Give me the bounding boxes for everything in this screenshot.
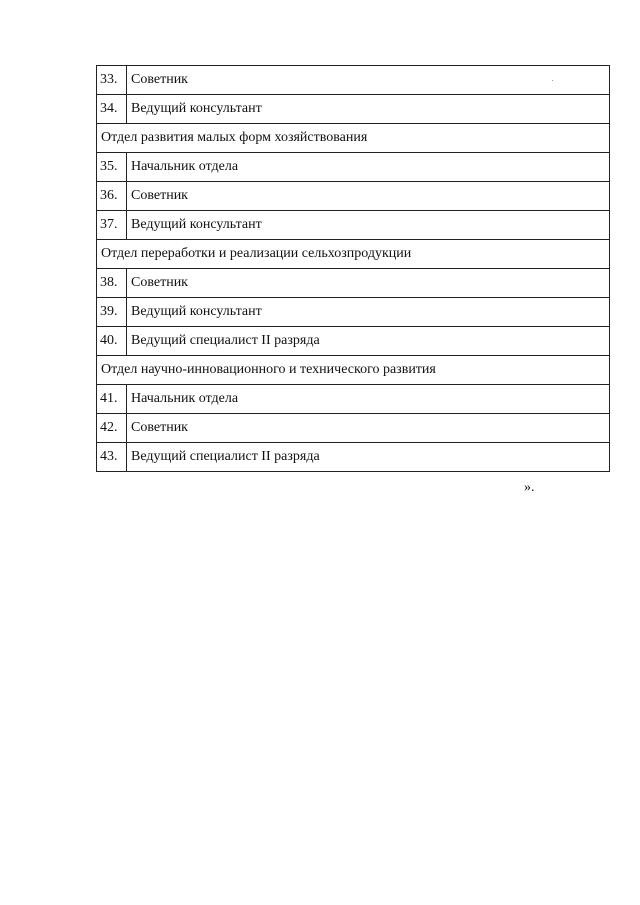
row-number: 34. bbox=[97, 95, 127, 124]
position-title: Советник bbox=[127, 269, 610, 298]
table-row bbox=[97, 298, 610, 327]
row-number: 36. bbox=[97, 182, 127, 211]
row-number: 39. bbox=[97, 298, 127, 327]
row-number: 41. bbox=[97, 385, 127, 414]
position-title: Советник bbox=[127, 66, 610, 95]
department-title: Отдел развития малых форм хозяйствования bbox=[97, 124, 610, 153]
table-row bbox=[97, 153, 610, 182]
table-row bbox=[97, 327, 610, 356]
scan-speck bbox=[552, 80, 553, 81]
row-number: 37. bbox=[97, 211, 127, 240]
row-number: 38. bbox=[97, 269, 127, 298]
position-title: Ведущий консультант bbox=[127, 298, 610, 327]
section-row bbox=[97, 124, 610, 153]
table-row bbox=[97, 211, 610, 240]
position-title: Начальник отдела bbox=[127, 153, 610, 182]
row-number: 42. bbox=[97, 414, 127, 443]
table-row bbox=[97, 414, 610, 443]
position-title: Советник bbox=[127, 414, 610, 443]
department-title: Отдел научно-инновационного и технического развития bbox=[97, 356, 610, 385]
position-title: Ведущий консультант bbox=[127, 95, 610, 124]
section-row bbox=[97, 356, 610, 385]
row-number: 35. bbox=[97, 153, 127, 182]
closing-quote-mark: ». bbox=[524, 480, 535, 495]
table-row bbox=[97, 269, 610, 298]
department-title: Отдел переработки и реализации сельхозпродукции bbox=[97, 240, 610, 269]
table-row bbox=[97, 443, 610, 472]
section-row bbox=[97, 240, 610, 269]
position-title: Ведущий специалист II разряда bbox=[127, 327, 610, 356]
row-number: 33. bbox=[97, 66, 127, 95]
position-title: Ведущий консультант bbox=[127, 211, 610, 240]
positions-table bbox=[96, 65, 610, 472]
table-row bbox=[97, 182, 610, 211]
row-number: 43. bbox=[97, 443, 127, 472]
position-title: Советник bbox=[127, 182, 610, 211]
position-title: Начальник отдела bbox=[127, 385, 610, 414]
position-title: Ведущий специалист II разряда bbox=[127, 443, 610, 472]
table-row bbox=[97, 66, 610, 95]
table-row bbox=[97, 95, 610, 124]
table-row bbox=[97, 385, 610, 414]
row-number: 40. bbox=[97, 327, 127, 356]
positions-table-body bbox=[97, 66, 610, 472]
